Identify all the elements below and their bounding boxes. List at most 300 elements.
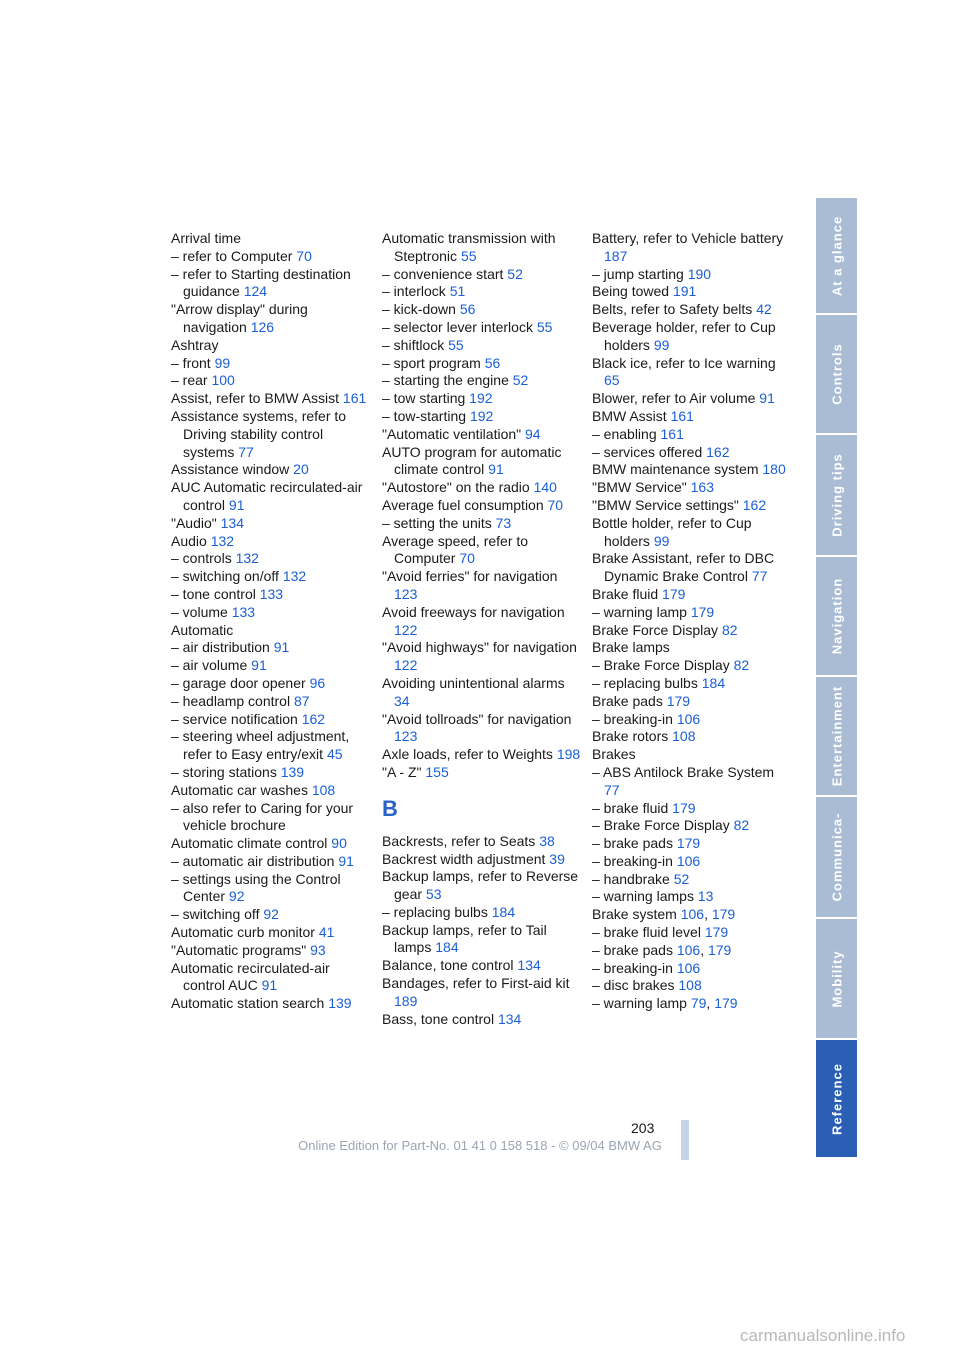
index-subentry bbox=[171, 675, 371, 693]
page-reference-link[interactable]: 106 bbox=[676, 959, 701, 976]
index-entry bbox=[171, 301, 371, 337]
entry-text: Battery, refer to Vehicle battery bbox=[592, 230, 784, 246]
entry-text: "Arrow display" during navigation bbox=[171, 301, 308, 335]
page-reference-link[interactable]: 126 bbox=[250, 318, 275, 335]
page-reference-link[interactable]: 82 bbox=[721, 621, 738, 638]
index-subentry bbox=[171, 372, 371, 390]
page-reference-link[interactable]: 184 bbox=[435, 939, 459, 956]
index-subentry bbox=[382, 283, 582, 301]
page-reference-link[interactable]: 192 bbox=[469, 407, 494, 424]
entry-text: "Automatic ventilation" bbox=[382, 425, 522, 442]
page-reference-link[interactable]: 134 bbox=[517, 957, 541, 974]
index-entry bbox=[171, 924, 371, 942]
page-reference-link[interactable]: 192 bbox=[469, 390, 493, 407]
chapter-tab-label: Navigation bbox=[829, 577, 844, 655]
page-reference-link[interactable]: 179 bbox=[707, 941, 732, 958]
page-reference-link[interactable]: 91 bbox=[273, 639, 290, 656]
page-reference-link[interactable]: 99 bbox=[214, 354, 231, 371]
entry-text: Backup lamps, refer to Reverse gear bbox=[382, 868, 579, 903]
page-reference-link[interactable]: 162 bbox=[301, 710, 326, 727]
entry-text: Black ice, refer to Ice warning bbox=[592, 354, 776, 371]
chapter-tab-at-a-glance[interactable] bbox=[816, 198, 857, 315]
chapter-tab-label: Reference bbox=[829, 1062, 844, 1135]
entry-text: – Brake Force Display bbox=[592, 817, 730, 834]
page-reference-link[interactable]: 184 bbox=[491, 903, 516, 920]
entry-text: Balance, tone control bbox=[382, 957, 514, 974]
page-reference-link[interactable]: 106 bbox=[676, 710, 701, 727]
entry-text: BMW maintenance system bbox=[592, 461, 759, 478]
page-reference-link[interactable]: 133 bbox=[259, 585, 284, 602]
index-entry bbox=[592, 622, 792, 640]
page-reference-link[interactable]: 39 bbox=[549, 850, 565, 867]
page-reference-link[interactable]: 91 bbox=[251, 657, 267, 674]
entry-text: – switching off bbox=[171, 906, 260, 923]
chapter-tabs bbox=[816, 198, 857, 1159]
index-entry bbox=[382, 851, 582, 869]
index-entry bbox=[382, 533, 582, 569]
index-column-1 bbox=[171, 230, 371, 1013]
page-reference-link[interactable]: 55 bbox=[460, 247, 477, 264]
page-reference-link[interactable]: 99 bbox=[653, 532, 670, 549]
index-entry bbox=[592, 586, 792, 604]
index-column-3 bbox=[592, 230, 792, 1013]
page-reference-link[interactable]: 87 bbox=[293, 692, 310, 709]
page-reference-link[interactable]: 187 bbox=[604, 247, 628, 264]
entry-text: – warning lamps bbox=[592, 888, 694, 905]
index-entry bbox=[592, 301, 792, 319]
page-reference-link[interactable]: 90 bbox=[331, 835, 347, 852]
index-subentry bbox=[382, 319, 582, 337]
index-subentry bbox=[592, 711, 792, 729]
page-reference-link[interactable]: 179 bbox=[676, 835, 701, 852]
entry-text: – rear bbox=[171, 372, 208, 389]
entry-text: Automatic transmission with Steptronic bbox=[382, 230, 556, 264]
page-reference-link[interactable]: 13 bbox=[697, 888, 714, 905]
page-reference-link[interactable]: 56 bbox=[484, 354, 501, 371]
page-reference-link[interactable]: 180 bbox=[762, 461, 786, 478]
entry-text: Backup lamps, refer to Tail lamps bbox=[382, 921, 547, 956]
entry-text: Bass, tone control bbox=[382, 1010, 495, 1027]
page-reference-link[interactable]: 140 bbox=[533, 479, 557, 496]
entry-text: Brake fluid bbox=[592, 585, 659, 602]
chapter-tab-label: Driving tips bbox=[829, 453, 844, 537]
entry-text: – storing stations bbox=[171, 763, 277, 780]
entry-text: Brakes bbox=[592, 746, 636, 763]
page-reference-link[interactable]: 198 bbox=[556, 746, 581, 763]
page-reference-link[interactable]: 91 bbox=[488, 461, 504, 478]
index-entry bbox=[382, 764, 582, 782]
entry-text: – tow-starting bbox=[382, 407, 467, 424]
index-subentry bbox=[592, 426, 792, 444]
entry-text: – also refer to Caring for your vehicle brochure bbox=[171, 799, 354, 834]
page-reference-link[interactable]: 155 bbox=[425, 763, 449, 780]
entry-text: – air distribution bbox=[171, 639, 270, 656]
index-entry bbox=[382, 444, 582, 480]
page-reference-link[interactable]: 42 bbox=[756, 301, 772, 318]
index-entry bbox=[171, 230, 371, 248]
page-reference-link[interactable]: 79 bbox=[690, 995, 707, 1012]
page-reference-link[interactable]: 70 bbox=[459, 550, 475, 567]
entry-text: – air volume bbox=[171, 657, 248, 674]
page-reference-link[interactable]: 190 bbox=[687, 265, 712, 282]
chapter-tab-navigation[interactable] bbox=[816, 557, 857, 677]
page-reference-link[interactable]: 179 bbox=[690, 603, 715, 620]
entry-text: – jump starting bbox=[592, 265, 684, 282]
page-reference-link[interactable]: 20 bbox=[293, 461, 309, 478]
index-entry bbox=[592, 693, 792, 711]
chapter-tab-mobility[interactable] bbox=[816, 919, 857, 1040]
entry-text: – selector lever interlock bbox=[382, 318, 533, 335]
entry-text: – automatic air distribution bbox=[171, 852, 335, 869]
page-reference-link[interactable]: 189 bbox=[394, 992, 418, 1009]
index-subentry bbox=[382, 904, 582, 922]
entry-text: Ashtray bbox=[171, 336, 219, 353]
chapter-tab-label: Mobility bbox=[829, 949, 844, 1008]
entry-text: – tow starting bbox=[382, 390, 466, 407]
page-reference-link[interactable]: 99 bbox=[653, 336, 670, 353]
page-reference-link[interactable]: 133 bbox=[231, 603, 256, 620]
index-subentry bbox=[171, 711, 371, 729]
entry-text: – services offered bbox=[592, 443, 703, 460]
entry-text: Brake pads bbox=[592, 692, 663, 709]
page-reference-link[interactable]: 108 bbox=[678, 977, 702, 994]
entry-text: – volume bbox=[171, 603, 228, 620]
page-reference-link[interactable]: 161 bbox=[670, 407, 694, 424]
chapter-tab-label: Entertainment bbox=[829, 685, 844, 787]
page-reference-link[interactable]: 179 bbox=[711, 906, 736, 923]
entry-text: – shiftlock bbox=[382, 336, 445, 353]
index-entry bbox=[171, 337, 371, 355]
page-reference-link[interactable]: 96 bbox=[309, 674, 326, 691]
entry-text: Average fuel consumption bbox=[382, 496, 544, 513]
page-reference-link[interactable]: 179 bbox=[704, 924, 729, 941]
entry-text: – starting the engine bbox=[382, 372, 509, 389]
page-reference-link[interactable]: 92 bbox=[228, 888, 245, 905]
index-subentry bbox=[592, 764, 792, 800]
index-subentry bbox=[171, 604, 371, 622]
index-subentry: – brake pads 106, 179 bbox=[592, 941, 732, 958]
index-entry bbox=[171, 390, 371, 408]
entry-text: "A - Z" bbox=[382, 763, 422, 780]
index-subentry bbox=[382, 372, 582, 390]
page-reference-link[interactable]: 122 bbox=[394, 657, 418, 674]
index-column-2 bbox=[382, 230, 582, 1028]
index-subentry bbox=[171, 728, 371, 764]
page-reference-link[interactable]: 91 bbox=[228, 496, 245, 513]
page-reference-link[interactable]: 124 bbox=[243, 283, 268, 300]
footer-edition-note: Online Edition for Part-No. 01 41 0 158 518 - © 09/04 BMW AG bbox=[298, 1138, 662, 1153]
entry-text: – refer to Starting destination guidance bbox=[171, 265, 351, 300]
page-reference-link[interactable]: 91 bbox=[338, 852, 354, 869]
index-entry bbox=[382, 497, 582, 515]
page-reference-link[interactable]: 41 bbox=[318, 924, 335, 941]
entry-text: Automatic climate control bbox=[171, 835, 328, 852]
page-reference-link[interactable]: 70 bbox=[296, 247, 312, 264]
entry-text: "Audio" bbox=[171, 514, 217, 531]
entry-text: Blower, refer to Air volume bbox=[592, 390, 756, 407]
index-entry bbox=[382, 568, 582, 604]
entry-text: Brake system bbox=[592, 906, 677, 923]
page-reference-link[interactable]: 106 bbox=[680, 906, 705, 923]
page-reference-link[interactable]: 123 bbox=[394, 585, 418, 602]
page-reference-link[interactable]: 92 bbox=[263, 906, 279, 923]
index-subentry bbox=[171, 586, 371, 604]
entry-text: Brake Force Display bbox=[592, 621, 719, 638]
index-entry bbox=[171, 515, 371, 533]
entry-text: Automatic curb monitor bbox=[171, 924, 315, 941]
index-subentry bbox=[592, 657, 792, 675]
index-subentry bbox=[171, 355, 371, 373]
chapter-tab-driving-tips[interactable] bbox=[816, 435, 857, 557]
index-entry bbox=[382, 604, 582, 640]
entry-text: – brake pads bbox=[592, 835, 673, 852]
page-reference-link[interactable]: 179 bbox=[666, 692, 691, 709]
page-reference-link[interactable]: 161 bbox=[342, 390, 367, 407]
index-subentry bbox=[382, 301, 582, 319]
index-entry bbox=[171, 479, 371, 515]
index-entry bbox=[592, 319, 792, 355]
entry-text: – breaking-in bbox=[592, 852, 673, 869]
index-entry bbox=[171, 995, 371, 1013]
index-subentry bbox=[592, 924, 792, 942]
entry-text: – Brake Force Display bbox=[592, 657, 730, 674]
page-reference-link[interactable]: 77 bbox=[751, 568, 768, 585]
chapter-tab-entertainment[interactable] bbox=[816, 677, 857, 797]
entry-text: – front bbox=[171, 354, 211, 371]
entry-text: – interlock bbox=[382, 283, 446, 300]
index-entry bbox=[592, 408, 792, 426]
page-reference-link[interactable]: 122 bbox=[394, 621, 418, 638]
entry-text: "Automatic programs" bbox=[171, 941, 307, 958]
page-reference-link[interactable]: 132 bbox=[235, 550, 259, 567]
page-reference-link[interactable]: 134 bbox=[497, 1010, 522, 1027]
page-reference-link[interactable]: 139 bbox=[328, 995, 352, 1012]
index-entry bbox=[171, 408, 371, 461]
index-entry bbox=[382, 1011, 582, 1029]
index-subentry bbox=[382, 515, 582, 533]
index-entry bbox=[382, 479, 582, 497]
entry-text: Avoiding unintentional alarms bbox=[382, 674, 565, 691]
entry-text: AUTO program for automatic climate control bbox=[382, 443, 562, 478]
page-reference-link[interactable]: 134 bbox=[220, 514, 244, 531]
index-subentry bbox=[592, 888, 792, 906]
page-reference-link[interactable]: 34 bbox=[394, 692, 410, 709]
index-entry bbox=[171, 960, 371, 996]
index-entry bbox=[592, 515, 792, 551]
page-reference-link[interactable]: 77 bbox=[604, 781, 620, 798]
page-reference-link[interactable]: 55 bbox=[536, 318, 553, 335]
index-entry bbox=[171, 533, 371, 551]
page-reference-link[interactable]: 123 bbox=[394, 728, 418, 745]
page-reference-link[interactable]: 94 bbox=[525, 425, 541, 442]
index-entry bbox=[592, 746, 792, 764]
page-reference-link[interactable]: 45 bbox=[326, 746, 343, 763]
entry-text: Assist, refer to BMW Assist bbox=[171, 390, 340, 407]
entry-text: Automatic bbox=[171, 621, 234, 638]
entry-text: – headlamp control bbox=[171, 692, 291, 709]
page-number: 203 bbox=[631, 1120, 655, 1136]
page-reference-link[interactable]: 56 bbox=[459, 301, 476, 318]
index-entry bbox=[592, 390, 792, 408]
entry-text: – settings using the Control Center bbox=[171, 870, 341, 905]
page-reference-link[interactable]: 132 bbox=[282, 568, 307, 585]
page-reference-link[interactable]: 38 bbox=[539, 832, 555, 849]
entry-text: – warning lamp bbox=[592, 995, 687, 1012]
page-reference-link[interactable]: 73 bbox=[495, 514, 512, 531]
entry-text: – breaking-in bbox=[592, 959, 673, 976]
entry-text: – breaking-in bbox=[592, 710, 673, 727]
index-subentry bbox=[171, 906, 371, 924]
entry-text: Backrest width adjustment bbox=[382, 850, 546, 867]
index-entry bbox=[592, 497, 792, 515]
index-subentry bbox=[171, 266, 371, 302]
entry-text: – setting the units bbox=[382, 514, 492, 531]
index-entry bbox=[382, 975, 582, 1011]
entry-text: – kick-down bbox=[382, 301, 456, 318]
chapter-tab-label: At a glance bbox=[829, 215, 844, 296]
entry-text: Bandages, refer to First-aid kit bbox=[382, 975, 570, 992]
page-reference-link[interactable]: 82 bbox=[733, 657, 750, 674]
chapter-tab-controls[interactable] bbox=[816, 315, 857, 435]
page-reference-link[interactable]: 108 bbox=[311, 781, 336, 798]
index-subentry bbox=[592, 800, 792, 818]
index-entry bbox=[382, 868, 582, 904]
entry-text: Automatic station search bbox=[171, 995, 325, 1012]
page-reference-link[interactable]: 77 bbox=[238, 443, 254, 460]
index-subentry bbox=[382, 266, 582, 284]
index-entry bbox=[592, 550, 792, 586]
page-reference-link[interactable]: 52 bbox=[512, 372, 529, 389]
index-entry bbox=[592, 283, 792, 301]
entry-text: Average speed, refer to Computer bbox=[382, 532, 529, 567]
index-entry bbox=[171, 622, 371, 640]
entry-text: – ABS Antilock Brake System bbox=[592, 763, 775, 780]
watermark: carmanualsonline.info bbox=[740, 1326, 906, 1345]
index-subentry bbox=[592, 444, 792, 462]
page-reference-link[interactable]: 82 bbox=[733, 817, 750, 834]
entry-text: "Avoid highways" for navigation bbox=[382, 639, 577, 656]
entry-text: "BMW Service" bbox=[592, 479, 687, 496]
entry-text: "Autostore" on the radio bbox=[382, 479, 530, 496]
index-entry bbox=[171, 782, 371, 800]
entry-text: – steering wheel adjustment, refer to Easy entry/exit bbox=[171, 728, 350, 763]
page-reference-link[interactable]: 70 bbox=[547, 496, 564, 513]
index-subentry bbox=[171, 248, 371, 266]
entry-text: – brake fluid bbox=[592, 799, 669, 816]
index-subentry bbox=[592, 871, 792, 889]
entry-text: Automatic car washes bbox=[171, 781, 308, 798]
entry-text: Audio bbox=[171, 532, 207, 549]
index-subentry: – warning lamp 79, 179 bbox=[592, 995, 738, 1012]
index-entry bbox=[382, 833, 582, 851]
index-entry bbox=[382, 230, 582, 266]
entry-text: – brake pads bbox=[592, 941, 673, 958]
page-reference-link[interactable]: 132 bbox=[210, 532, 235, 549]
entry-text: AUC Automatic recirculated-air control bbox=[171, 479, 363, 513]
page-reference-link[interactable]: 108 bbox=[672, 728, 696, 745]
index-entry bbox=[592, 728, 792, 746]
entry-text: Brake rotors bbox=[592, 728, 669, 745]
page-reference-link[interactable]: 179 bbox=[662, 585, 686, 602]
entry-text: Bottle holder, refer to Cup holders bbox=[592, 514, 752, 549]
index-entry bbox=[382, 746, 582, 764]
page-reference-link[interactable]: 52 bbox=[507, 265, 523, 282]
page-reference-link[interactable]: 93 bbox=[310, 941, 326, 958]
index-subentry bbox=[592, 835, 792, 853]
index-entry bbox=[592, 639, 792, 657]
entry-text: – sport program bbox=[382, 354, 481, 371]
page-reference-link[interactable]: 162 bbox=[742, 496, 767, 513]
chapter-tab-label: Communica- bbox=[829, 812, 844, 902]
page-reference-link[interactable]: 55 bbox=[448, 336, 464, 353]
entry-text: – brake fluid level bbox=[592, 924, 701, 941]
entry-text: "Avoid tollroads" for navigation bbox=[382, 710, 572, 727]
index-subentry bbox=[171, 639, 371, 657]
index-entry bbox=[382, 675, 582, 711]
page-reference-link[interactable]: 100 bbox=[211, 372, 235, 389]
page-reference-link[interactable]: 106 bbox=[676, 852, 701, 869]
page-reference-link[interactable]: 184 bbox=[701, 674, 726, 691]
entry-text: Avoid freeways for navigation bbox=[382, 603, 565, 620]
entry-text: Being towed bbox=[592, 283, 670, 300]
index-entry bbox=[382, 957, 582, 975]
page-reference-link[interactable]: 106 bbox=[676, 941, 701, 958]
page-reference-link[interactable]: 91 bbox=[759, 390, 775, 407]
entry-text: BMW Assist bbox=[592, 407, 667, 424]
page-reference-link[interactable]: 179 bbox=[714, 995, 738, 1012]
entry-text: Arrival time bbox=[171, 230, 242, 246]
page-reference-link[interactable]: 53 bbox=[425, 886, 442, 903]
index-subentry bbox=[592, 977, 792, 995]
index-entry bbox=[171, 835, 371, 853]
index-entry bbox=[382, 922, 582, 958]
chapter-tab-communica[interactable] bbox=[816, 797, 857, 919]
index-entry: Brake system 106, 179 bbox=[592, 906, 736, 923]
index-subentry bbox=[171, 550, 371, 568]
page-reference-link[interactable]: 163 bbox=[690, 479, 714, 496]
page-reference-link[interactable]: 161 bbox=[660, 425, 684, 442]
page-reference-link[interactable]: 65 bbox=[604, 372, 620, 389]
index-entry bbox=[171, 942, 371, 960]
page-reference-link[interactable]: 91 bbox=[261, 977, 278, 994]
page-reference-link[interactable]: 51 bbox=[449, 283, 466, 300]
entry-text: Beverage holder, refer to Cup holders bbox=[592, 318, 776, 353]
index-subentry bbox=[382, 408, 582, 426]
entry-text: – convenience start bbox=[382, 265, 504, 282]
entry-text: – disc brakes bbox=[592, 977, 675, 994]
index-subentry bbox=[171, 800, 371, 836]
index-entry bbox=[382, 639, 582, 675]
chapter-tab-label: Controls bbox=[829, 343, 844, 405]
entry-text: – controls bbox=[171, 550, 232, 567]
page-reference-link[interactable]: 179 bbox=[672, 799, 696, 816]
page-reference-link[interactable]: 52 bbox=[673, 870, 690, 887]
index-entry bbox=[382, 426, 582, 444]
page-reference-link[interactable]: 139 bbox=[280, 763, 305, 780]
entry-text: Backrests, refer to Seats bbox=[382, 832, 536, 849]
entry-text: – replacing bulbs bbox=[382, 903, 488, 920]
index-entry bbox=[592, 461, 792, 479]
entry-text: – refer to Computer bbox=[171, 247, 293, 264]
page-reference-link[interactable]: 162 bbox=[706, 443, 730, 460]
index-subentry bbox=[592, 853, 792, 871]
entry-text: Assistance systems, refer to Driving stability control systems bbox=[171, 407, 347, 460]
index-subentry bbox=[592, 960, 792, 978]
index-subentry bbox=[592, 604, 792, 622]
index-subentry bbox=[592, 266, 792, 284]
index-subentry bbox=[171, 568, 371, 586]
page-reference-link[interactable]: 191 bbox=[672, 283, 697, 300]
